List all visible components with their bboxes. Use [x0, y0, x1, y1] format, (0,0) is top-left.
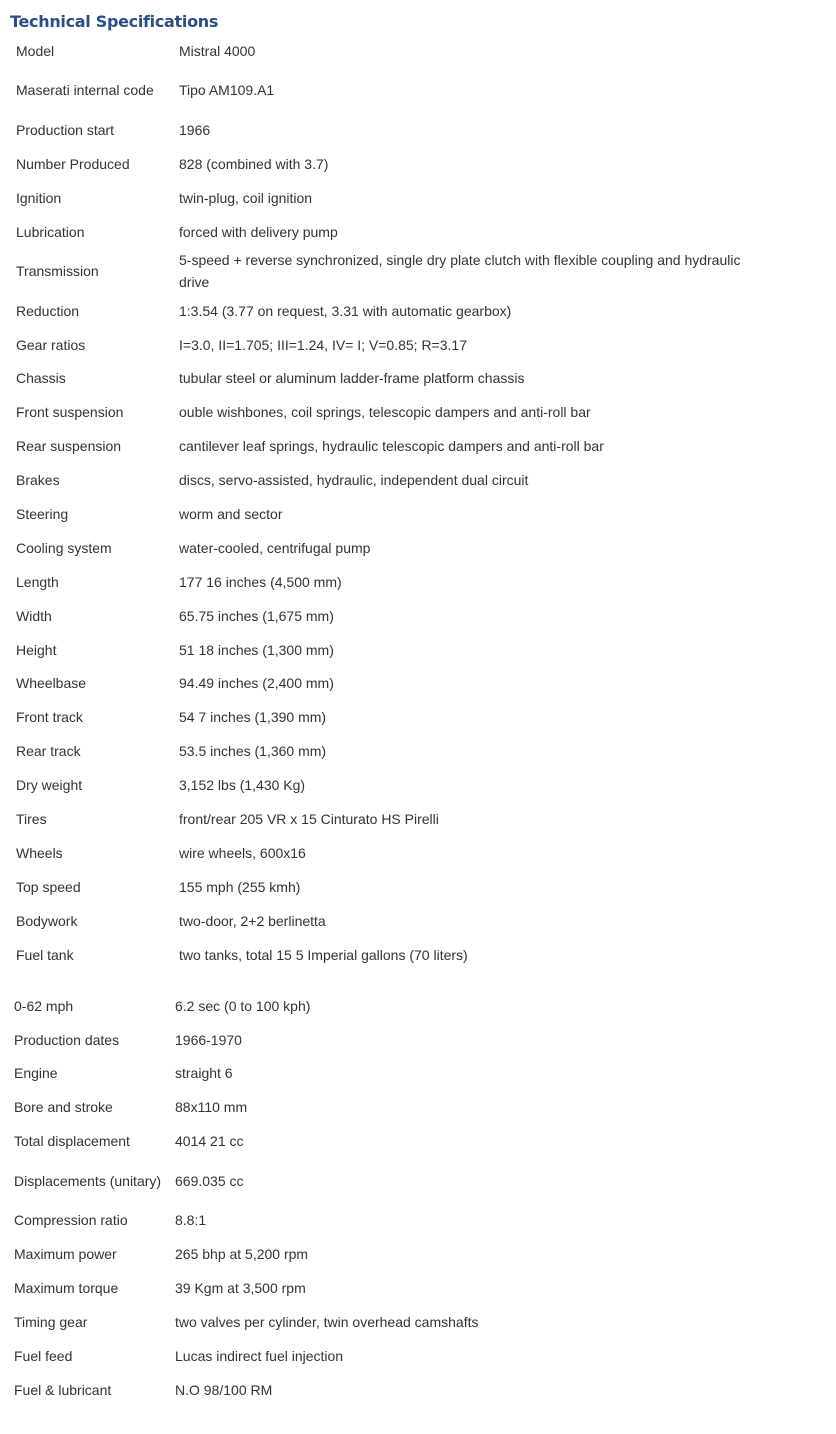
- spec-value: wire wheels, 600x16: [179, 844, 306, 861]
- spec-label: Rear suspension: [16, 438, 122, 455]
- spec-label: Length: [16, 573, 59, 590]
- table-row: [10, 1238, 775, 1272]
- spec-value: 3,152 lbs (1,430 Kg): [179, 777, 306, 794]
- spec-value: 669.035 cc: [175, 1172, 244, 1189]
- spec-value: 6.2 sec (0 to 100 kph): [175, 997, 311, 1014]
- table-row: [10, 735, 779, 769]
- spec-value: I=3.0, II=1.705; III=1.24, IV= I; V=0.85; R=3.17: [179, 336, 467, 353]
- spec-label: Bodywork: [16, 912, 78, 929]
- spec-value: 54 7 inches (1,390 mm): [179, 709, 327, 726]
- spec-label: Fuel feed: [14, 1347, 73, 1364]
- spec-value: 65.75 inches (1,675 mm): [179, 607, 334, 624]
- spec-value: 4014 21 cc: [175, 1133, 244, 1150]
- spec-label: Gear ratios: [16, 336, 86, 353]
- spec-label: Top speed: [16, 878, 81, 895]
- table-row: [10, 1305, 775, 1339]
- table-row: [10, 904, 779, 938]
- table-row: [10, 599, 779, 633]
- table-row: [10, 215, 779, 249]
- table-row: [10, 1204, 775, 1238]
- table-row: [10, 565, 779, 599]
- spec-value: 1966: [179, 121, 211, 138]
- table-row: [10, 147, 779, 181]
- spec-value: 94.49 inches (2,400 mm): [179, 675, 334, 692]
- table-row: [10, 34, 779, 68]
- spec-label: Displacements (unitary): [14, 1172, 162, 1189]
- table-row: [10, 1339, 775, 1373]
- table-row: [10, 1373, 775, 1407]
- spec-value: 1:3.54 (3.77 on request, 3.31 with automatic gearbox): [179, 302, 512, 319]
- spec-value: 53.5 inches (1,360 mm): [179, 743, 327, 760]
- table-row: [10, 362, 779, 396]
- spec-value: 39 Kgm at 3,500 rpm: [175, 1280, 306, 1297]
- table-row: [10, 531, 779, 565]
- spec-label: Fuel & lubricant: [14, 1381, 112, 1398]
- spec-label: Cooling system: [16, 539, 112, 556]
- spec-label: Width: [16, 607, 52, 624]
- spec-value: Tipo AM109.A1: [179, 82, 275, 99]
- spec-value: water-cooled, centrifugal pump: [179, 539, 371, 556]
- performance-table: [10, 989, 775, 1407]
- spec-label: Engine: [14, 1065, 58, 1082]
- table-row: [10, 1091, 775, 1125]
- table-row: [10, 1158, 775, 1203]
- spec-value: Lucas indirect fuel injection: [175, 1347, 344, 1364]
- table-row: [10, 989, 775, 1023]
- spec-value: 5-speed + reverse synchronized, single dry plate clutch with flexible coupling and hydraulic drive: [179, 251, 741, 291]
- table-row: [10, 497, 779, 531]
- spec-label: Transmission: [16, 263, 99, 280]
- table-row: [10, 1023, 775, 1057]
- spec-label: Maximum power: [14, 1246, 117, 1263]
- table-row: [10, 1125, 775, 1159]
- spec-label: Tires: [16, 811, 47, 828]
- spec-label: Bore and stroke: [14, 1099, 113, 1116]
- spec-label: Timing gear: [14, 1314, 88, 1331]
- table-row: [10, 701, 779, 735]
- spec-table: [10, 34, 779, 972]
- spec-label: Rear track: [16, 743, 81, 760]
- table-row: [10, 836, 779, 870]
- spec-value: N.O 98/100 RM: [175, 1381, 273, 1398]
- spec-value: worm and sector: [179, 506, 283, 523]
- spec-value: ouble wishbones, coil springs, telescopic dampers and anti-roll bar: [179, 404, 591, 421]
- spec-label: Maximum torque: [14, 1280, 119, 1297]
- table-row: [10, 464, 779, 498]
- spec-value: discs, servo-assisted, hydraulic, independent dual circuit: [179, 472, 529, 489]
- spec-label: Steering: [16, 506, 69, 523]
- table-row: [10, 430, 779, 464]
- table-row: [10, 1272, 775, 1306]
- table-row: [10, 181, 779, 215]
- spec-label: Compression ratio: [14, 1212, 128, 1229]
- table-row: [10, 1057, 775, 1091]
- spec-value: 265 bhp at 5,200 rpm: [175, 1246, 309, 1263]
- spec-value: Mistral 4000: [179, 42, 256, 59]
- spec-label: Front track: [16, 709, 83, 726]
- spec-value: forced with delivery pump: [179, 223, 338, 240]
- table-row: [10, 113, 779, 147]
- spec-value: tubular steel or aluminum ladder-frame platform chassis: [179, 370, 525, 387]
- table-row: [10, 294, 779, 328]
- spec-value: two valves per cylinder, twin overhead camshafts: [175, 1314, 479, 1331]
- spec-value: 155 mph (255 kmh): [179, 878, 301, 895]
- spec-label: Fuel tank: [16, 946, 74, 963]
- spec-label: Total displacement: [14, 1133, 130, 1150]
- spec-label: Height: [16, 641, 57, 658]
- spec-label: Wheelbase: [16, 675, 87, 692]
- spec-value: 828 (combined with 3.7): [179, 155, 329, 172]
- table-row: [10, 68, 779, 113]
- spec-label: 0-62 mph: [14, 997, 74, 1014]
- spec-label: Reduction: [16, 302, 80, 319]
- spec-value: 8.8:1: [175, 1212, 207, 1229]
- table-row: [10, 328, 779, 362]
- page-title: Technical Specifications: [10, 12, 219, 31]
- spec-value: front/rear 205 VR x 15 Cinturato HS Pirelli: [179, 811, 439, 828]
- table-row: [10, 396, 779, 430]
- spec-label: Wheels: [16, 844, 63, 861]
- table-row: [10, 938, 779, 972]
- spec-label: Production start: [16, 121, 115, 138]
- spec-value: 51 18 inches (1,300 mm): [179, 641, 334, 658]
- spec-value: 88x110 mm: [175, 1099, 248, 1116]
- spec-value: two-door, 2+2 berlinetta: [179, 912, 326, 929]
- table-row: [10, 769, 779, 803]
- spec-label: Production dates: [14, 1031, 120, 1048]
- spec-label: Maserati internal code: [16, 82, 154, 99]
- table-row: [10, 802, 779, 836]
- spec-label: Dry weight: [16, 777, 83, 794]
- spec-label: Model: [16, 42, 55, 59]
- spec-value: two tanks, total 15 5 Imperial gallons (70 liters): [179, 946, 468, 963]
- spec-label: Brakes: [16, 472, 60, 489]
- table-row: [10, 870, 779, 904]
- spec-label: Chassis: [16, 370, 66, 387]
- spec-value: cantilever leaf springs, hydraulic telescopic dampers and anti-roll bar: [179, 438, 604, 455]
- spec-label: Lubrication: [16, 223, 85, 240]
- spec-value: 177 16 inches (4,500 mm): [179, 573, 342, 590]
- table-row: [10, 249, 779, 294]
- spec-label: Ignition: [16, 189, 62, 206]
- table-row: [10, 667, 779, 701]
- table-row: [10, 633, 779, 667]
- spec-value: straight 6: [175, 1065, 233, 1082]
- spec-value: twin-plug, coil ignition: [179, 189, 313, 206]
- spec-label: Number Produced: [16, 155, 130, 172]
- spec-value: 1966-1970: [175, 1031, 242, 1048]
- spec-label: Front suspension: [16, 404, 124, 421]
